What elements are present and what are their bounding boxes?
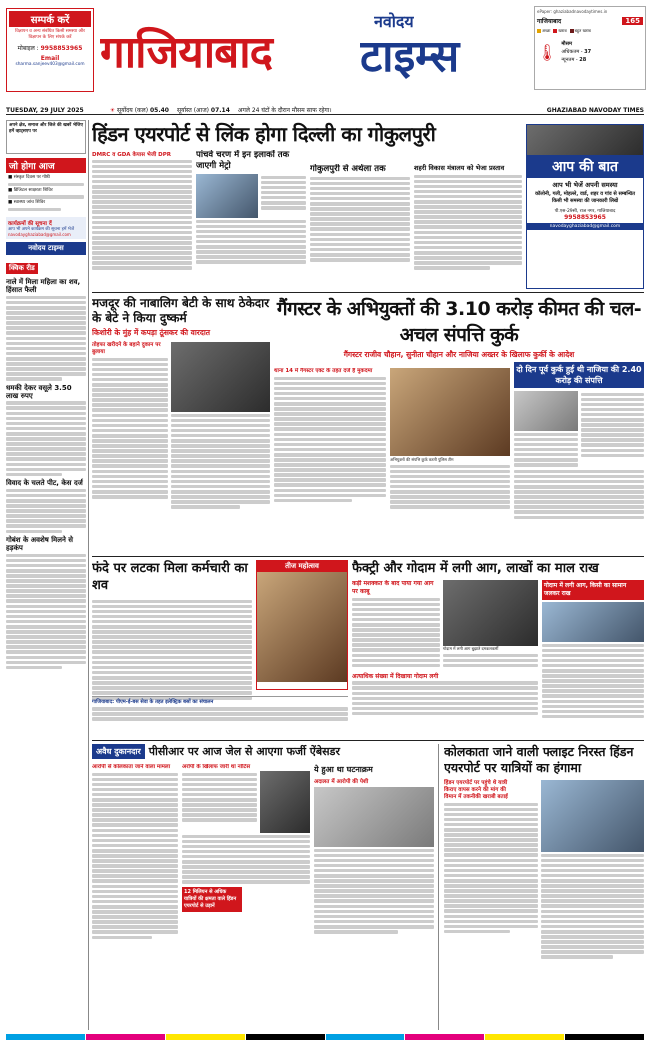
metro-photo: [196, 174, 258, 218]
bottom-sub: ये हुआ था घटनाक्रम: [314, 765, 373, 774]
aqi-badge: 165: [622, 17, 643, 25]
teej-photo: [257, 572, 347, 682]
event-item: ■ डिजिटल साक्षरता शिविर: [8, 187, 53, 193]
left-column: [6, 120, 86, 1030]
bottom-sub2: अरोपी के खिलाफ जारी था नोटिस: [182, 764, 251, 770]
aap-ki-baat-title: आप की बात: [527, 155, 643, 178]
teej-tag: तीज महोत्सव: [257, 561, 347, 572]
weather-place: गाजियाबाद: [537, 18, 562, 25]
temp-min-label: न्यूनतम: [561, 57, 575, 63]
issue-date: TUESDAY, 29 JULY 2025: [6, 106, 84, 114]
mazdoor-story: [92, 296, 270, 546]
contact-ad-title: सम्पर्क करें: [9, 11, 91, 27]
story-title: गोबंश के अवशेष मिलने से हड़कंप: [6, 536, 74, 553]
kolkata-point: किराए वापस करने की मांग की: [444, 787, 506, 793]
brand-main: गाजियाबाद: [100, 27, 273, 78]
aap-ki-baat-email[interactable]: navodayghaziabad@gmail.com: [527, 223, 643, 230]
aap-ki-baat-phone[interactable]: 9958853965: [564, 214, 606, 221]
whatsapp-promo-text: अपने क्षेत्र, समाज और जिले की खबरें भेजिए हमें व्हाट्सएप पर: [9, 123, 83, 134]
factory-story: [352, 560, 644, 736]
bottom-tag: अवैध दुकानदार: [92, 744, 145, 759]
karyakram-text: आप भी अपने कार्यक्रम की सूचना हमें भेजें: [8, 226, 75, 232]
paper-name: GHAZIABAD NAVODAY TIMES: [546, 106, 644, 114]
bottom-kicker2: अदालत में आरोपी की पेशी: [314, 779, 369, 785]
event-item: ■ संस्कृत दिवस पर गोष्ठी: [8, 175, 50, 180]
aqi-legend-very-bad: बहुत खराब: [574, 28, 591, 33]
bus-caption: गाजियाबाद: पीएम-ई-बस सेवा के तहत इलेक्ट्रिक बसों का संचालन: [92, 699, 214, 705]
contact-phone-label: मोबाइल :: [17, 44, 39, 52]
story-body: [6, 401, 86, 476]
contact-ad-box: [6, 8, 94, 92]
fire-photo: [443, 580, 538, 646]
navoday-logo-small: नवोदय टाइम्स: [6, 242, 86, 255]
aap-ki-baat-photo: [527, 125, 643, 155]
girl-silhouette-photo: [171, 342, 270, 412]
kolkata-headline: कोलकाता जाने वाली फ्लाइट निरस्त हिंडन एयरपोर्ट पर यात्रियों का हंगामा: [444, 744, 634, 775]
temp-max: 37: [584, 49, 592, 55]
kolkata-point: विमान में तकनीकी खराबी बताई: [444, 794, 508, 800]
temp-min: 28: [579, 57, 587, 63]
weather-label: मौसम: [561, 41, 572, 47]
gangster-sub: गैंगस्टर राजीव चौहान, सुनीता चौहान और नाजिया अख्तर के खिलाफ कुर्की के आदेश: [343, 350, 575, 359]
bottom-headline: पीसीआर पर आज जेल से आएगा फर्जी ऐंबेसडर: [148, 745, 340, 758]
epaper-link[interactable]: ePaper: ghaziabadnavodaytimes.in: [537, 9, 608, 14]
airport-infobox: 12 मिलियन से अधिक यात्रियों की क्षमता वाले हिंडन एयरपोर्ट से उड़ानें: [182, 887, 242, 912]
kolkata-point: हिंडन एयरपोर्ट पर पहुंचे थे यात्री: [444, 780, 508, 786]
brand-small: नवोदय: [374, 12, 414, 31]
story-title: विवाद के चलते पीट, केस दर्ज: [6, 479, 83, 488]
temp-max-label: अधिकतम: [561, 49, 580, 55]
kolkata-story: [444, 744, 644, 1030]
contact-email[interactable]: sharma.sanjeev403@gmail.com: [15, 61, 85, 67]
sunset-time: 07.14: [210, 107, 230, 114]
top-story-kicker: DMRC व GDA केपास भेजी DPR: [92, 152, 171, 158]
fire-photo-caption: गोदाम में लगी आग बुझाते दमकलकर्मी: [443, 646, 499, 651]
factory-sub: कड़ी मशक्कत के बाद पाया गया आग पर काबू: [352, 580, 434, 595]
story-title: नाले में मिला महिला का शव, हिंसात फैली: [6, 278, 81, 295]
contact-phone[interactable]: 9958853965: [40, 44, 83, 52]
top-story-sub1: पांचवे चरण में इन इलाकों तक जाएगी मेट्रो: [196, 150, 290, 171]
passengers-photo: [541, 780, 644, 852]
sunrise-label: सूर्योदय (कल): [117, 107, 149, 114]
mazdoor-bullet: तोहफा खरीदने के बहाने दुकान पर बुलाया: [92, 342, 161, 355]
story-title: धमकी देकर वसूले 3.50 लाख रुपए: [6, 383, 72, 400]
jo-hoga-aaj-title: जो होगा आज: [6, 158, 86, 173]
story-body: [6, 296, 86, 381]
mazdoor-headline: मजदूर की नाबालिग बेटी के साथ ठेकेदार के बेटे ने किया दुष्कर्म: [92, 296, 270, 325]
aap-ki-baat-box: [526, 124, 644, 289]
weather-tagline: अगले 24 घंटों के दौरान मौसम साफ रहेगा।: [237, 107, 332, 114]
bottom-kicker: आरोपी से कोलकाता जाने वाला मामला: [92, 764, 171, 770]
aqi-legend-good: अच्छा: [542, 28, 551, 33]
quick-read-tag: क्विक रीड: [6, 263, 38, 274]
gangster-bullet: थाना 14 में गैंगस्टर एक्ट के तहत दर्ज है मुकदमा: [274, 368, 373, 374]
sunrise-time: 05.40: [149, 107, 169, 114]
top-story-headline: हिंडन एयरपोर्ट से लिंक होगा दिल्ली का गोकुलपुरी: [92, 122, 436, 146]
thermometer-icon: 🌡: [537, 42, 558, 62]
godam-fire-title: गोदाम में लगी आग, किसी का सामान जलकर राख: [542, 580, 644, 600]
bottom-section: [92, 744, 644, 1034]
car-photo: [514, 391, 578, 431]
accused-photo: [260, 771, 310, 833]
karyakram-title: कार्यक्रमों की सूचना दें: [8, 220, 52, 227]
contact-email-label: Email: [40, 54, 60, 62]
aqi-legend-bad: खराब: [558, 28, 567, 33]
fande-headline: फंदे पर लटका मिला कर्मचारी का शव: [92, 561, 248, 593]
gangster-story: [274, 296, 644, 554]
weather-box: ePaper: ghaziabadnavodaytimes.in गाजियाबाद 165 अच्छा खराब बहुत खराब 🌡 मौसम अधिकतम - 37 न्यूनतम - 28: [534, 6, 646, 90]
top-story-sub2: गोकुलपुरी से अर्थला तक: [310, 164, 386, 174]
sun-icon: ☀: [109, 107, 116, 114]
nazia-box-title: दो दिन पूर्व कुर्क हुई थी नाजिया की 2.40 करोड़ की संपत्ति: [514, 362, 644, 388]
aap-ki-baat-address: पी.एस-29सी, राज नगर, गाजियाबाद: [554, 209, 616, 214]
event-item: ■ स्वास्थ्य जांच शिविर: [8, 200, 46, 206]
top-story: [92, 120, 522, 288]
whatsapp-promo: [6, 120, 86, 154]
mazdoor-sub: किशोरी के मुंह में कपड़ा ठूंसकर की वारदात: [92, 328, 211, 337]
masthead: [0, 0, 650, 118]
fande-story: [92, 560, 348, 736]
karyakram-email[interactable]: navodayghaziabad@gmail.com: [8, 232, 71, 238]
sunset-label: सूर्यास्त (आज): [176, 107, 209, 114]
brand-times: टाइम्स: [360, 31, 460, 82]
photo-caption: अभियुक्तों की संपत्ति कुर्क करती पुलिस टीम: [390, 457, 454, 462]
color-registration-strip: [6, 1034, 644, 1040]
factory-note: अत्याधिक संख्या में दिखाया गोदाम लगी: [352, 672, 439, 680]
godam-fire-photo: [542, 602, 644, 642]
contact-ad-text: विज्ञापन व अन्य संबंधित किसी समस्या और विज्ञापन के लिए संपर्क करें: [15, 29, 85, 40]
factory-headline: फैक्ट्री और गोदाम में लगी आग, लाखों का माल राख: [352, 561, 599, 576]
aap-ki-baat-subtitle: आप भी भेजें अपनी समस्या: [552, 181, 618, 189]
top-story-sub3: शहरी विकास मंत्रालय को भेजा प्रस्ताव: [414, 164, 505, 172]
date-line: [6, 106, 644, 114]
property-attachment-photo: [390, 368, 510, 456]
story-body: [6, 554, 86, 670]
aap-ki-baat-text: कॉलोनी, गली, मोहल्ले, वार्ड, शहर व गांव से सम्बन्धित किसी भी समस्या की जानकारी लिखें: [535, 191, 635, 204]
story-body: [6, 489, 86, 533]
court-photo: [314, 787, 434, 847]
gangster-headline: गैंगस्टर के अभियुक्तों की 3.10 करोड़ कीमत की चल-अचल संपत्ति कुर्क: [276, 298, 642, 346]
